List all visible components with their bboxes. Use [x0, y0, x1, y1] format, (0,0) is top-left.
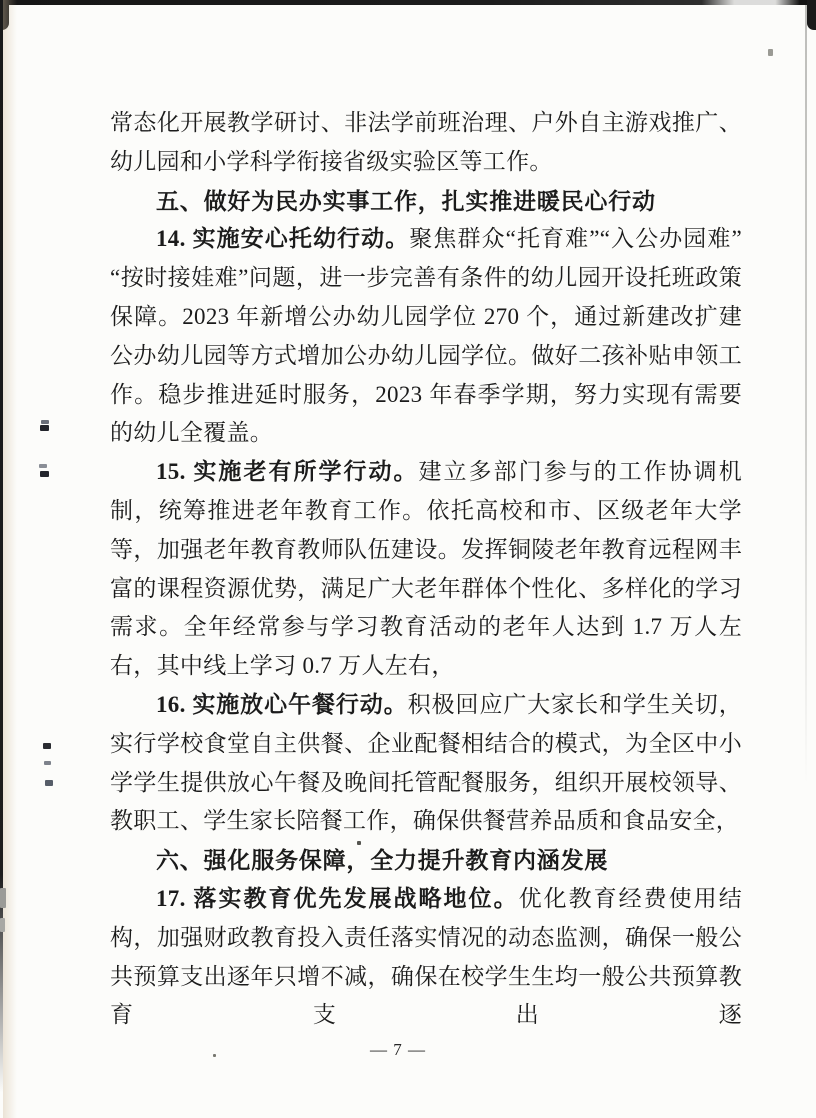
paragraph-item-17 [110, 880, 742, 1035]
paragraph-continuation: 常态化开展教学研讨、非法学前班治理、户外自主游戏推广、幼儿园和小学科学衔接省级实验区等工作。 [110, 110, 742, 174]
item-14-lead: 14. 实施安心托幼行动。 [156, 226, 410, 252]
section-heading-6: 六、强化服务保障，全力提升教育内涵发展 [156, 847, 609, 874]
item-17-text: 优化教育经费使用结构，加强财政教育投入责任落实情况的动态监测，确保一般公共预算支出逐年只增不减，确保在校学生生均一般公共预算教育支出逐 [110, 885, 742, 1028]
paragraph-item-14 [110, 220, 742, 453]
item-17-lead: 17. 落实教育优先发展战略地位。 [156, 885, 519, 911]
scan-corner-top-right [807, 0, 816, 30]
scan-speck [40, 471, 49, 477]
scan-speck [45, 780, 53, 786]
item-14-text: 聚焦群众“托育难”“入公办园难”“按时接娃难”问题，进一步完善有条件的幼儿园开设托班政策保障。2023 年新增公办幼儿园学位 270 个，通过新建改扩建公办幼儿园等方式增加公办幼儿园学位。做好二孩补贴申领工作。稳步推进延时服务，2023 年春季学期，努力实现有需要的幼儿全覆盖。 [110, 226, 742, 446]
scan-edge-top [0, 0, 816, 5]
scan-speck [43, 743, 51, 749]
scan-speck [41, 420, 49, 424]
scan-shadow-left [3, 0, 17, 1118]
page-number: — 7 — [370, 1040, 426, 1059]
scan-speck [44, 761, 51, 765]
section-heading-5: 五、做好为民办实事工作，扎实推进暖民心行动 [156, 187, 656, 214]
item-15-lead: 15. 实施老有所学行动。 [156, 459, 419, 485]
document-body [110, 104, 742, 1035]
scan-speck [0, 888, 6, 908]
paragraph-item-15 [110, 453, 742, 686]
scan-speck [39, 464, 47, 468]
scan-speck [0, 918, 5, 932]
item-15-text: 建立多部门参与的工作协调机制，统筹推进老年教育工作。依托高校和市、区级老年大学等，加强老年教育教师队伍建设。发挥铜陵老年教育远程网丰富的课程资源优势，满足广大老年群体个性化、多样化的学习需求。全年经常参与学习教育活动的老年人达到 1.7 万人左右，其中线上学习 0.7 万人左右， [110, 459, 742, 679]
paragraph-item-16 [110, 686, 742, 841]
item-16-lead: 16. 实施放心午餐行动。 [156, 691, 408, 717]
scan-line-right [805, 5, 807, 785]
item-16-text: 积极回应广大家长和学生关切，实行学校食堂自主供餐、企业配餐相结合的模式，为全区中小学学生提供放心午餐及晚间托管配餐服务，组织开展校领导、教职工、学生家长陪餐工作，确保供餐营养品质和食品安全， [110, 691, 743, 834]
scan-speck [40, 425, 49, 431]
scan-speck [768, 49, 773, 56]
